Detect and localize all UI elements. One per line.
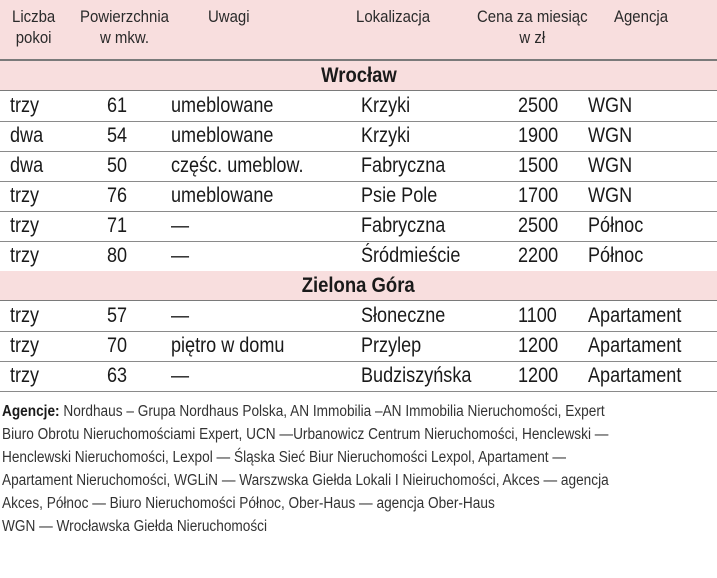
- cell-rooms: trzy: [10, 244, 40, 267]
- cell-agency: WGN: [588, 124, 633, 147]
- cell-notes: umeblowane: [171, 184, 274, 207]
- footnote-line: Nordhaus – Grupa Nordhaus Polska, AN Immobilia –AN Immobilia Nieruchomości, Expert: [63, 403, 605, 420]
- cell-location: Przylep: [361, 334, 422, 357]
- cell-area: 61: [107, 94, 128, 117]
- header-price: Cena za miesiąc w zł: [477, 7, 588, 47]
- table-row: [0, 301, 717, 332]
- cell-notes: —: [171, 214, 190, 237]
- table-row: [0, 91, 717, 122]
- cell-area: 57: [107, 304, 128, 327]
- cell-location: Fabryczna: [361, 214, 446, 237]
- cell-notes: częśc. umeblow.: [171, 154, 304, 177]
- cell-area: 71: [107, 214, 128, 237]
- cell-area: 54: [107, 124, 128, 147]
- cell-agency: WGN: [588, 154, 633, 177]
- table-row: [0, 331, 717, 362]
- cell-agency: Północ: [588, 244, 644, 267]
- table-row: [0, 181, 717, 212]
- table-row: [0, 121, 717, 152]
- cell-rooms: trzy: [10, 184, 40, 207]
- table-row: [0, 241, 717, 272]
- cell-price: 2500: [518, 214, 559, 237]
- cell-agency: WGN: [588, 94, 633, 117]
- cell-notes: umeblowane: [171, 124, 274, 147]
- table-row: [0, 151, 717, 182]
- footnote-label: Agencje:: [2, 403, 60, 420]
- cell-price: 1100: [518, 304, 557, 327]
- cell-notes: —: [171, 244, 190, 267]
- header-notes: Uwagi: [208, 7, 250, 26]
- cell-notes: umeblowane: [171, 94, 274, 117]
- footnote-line: Henclewski Nieruchomości, Lexpol — Śląska Sieć Biur Nieruchomości Lexpol, Apartament —: [2, 449, 567, 466]
- table-row: [0, 361, 717, 392]
- cell-agency: Północ: [588, 214, 644, 237]
- cell-location: Krzyki: [361, 124, 411, 147]
- footnote-line: Akces, Północ — Biuro Nieruchomości Północ, Ober-Haus — agencja Ober-Haus: [2, 495, 495, 512]
- cell-price: 1200: [518, 334, 559, 357]
- cell-rooms: dwa: [10, 154, 44, 177]
- cell-rooms: trzy: [10, 334, 40, 357]
- cell-area: 63: [107, 364, 128, 387]
- cell-location: Budziszyńska: [361, 364, 472, 387]
- table-header: [0, 0, 717, 61]
- header-area: Powierzchnia w mkw.: [80, 7, 169, 47]
- cell-area: 70: [107, 334, 128, 357]
- cell-agency: Apartament: [588, 334, 682, 357]
- cell-rooms: trzy: [10, 94, 40, 117]
- header-agency: Agencja: [614, 7, 669, 26]
- footnote-line: Apartament Nieruchomości, WGLiN — Warszwska Giełda Lokali I Nieiruchomości, Akces — agencja: [2, 472, 609, 489]
- section-title: Zielona Góra: [302, 274, 415, 297]
- cell-location: Krzyki: [361, 94, 411, 117]
- cell-price: 1700: [518, 184, 559, 207]
- cell-price: 1200: [518, 364, 559, 387]
- cell-location: Fabryczna: [361, 154, 446, 177]
- cell-rooms: trzy: [10, 364, 40, 387]
- cell-location: Słoneczne: [361, 304, 446, 327]
- section-header: [0, 271, 717, 301]
- cell-location: Śródmieście: [361, 244, 461, 267]
- cell-area: 50: [107, 154, 128, 177]
- section-title: Wrocław: [320, 64, 397, 87]
- cell-rooms: trzy: [10, 304, 40, 327]
- section-header: [0, 61, 717, 91]
- header-rooms: Liczba pokoi: [12, 7, 56, 47]
- cell-price: 2200: [518, 244, 559, 267]
- cell-notes: piętro w domu: [171, 334, 285, 357]
- agencies-footnote: [2, 400, 671, 538]
- cell-agency: WGN: [588, 184, 633, 207]
- table-row: [0, 211, 717, 242]
- cell-area: 76: [107, 184, 128, 207]
- cell-rooms: dwa: [10, 124, 44, 147]
- cell-agency: Apartament: [588, 364, 682, 387]
- cell-notes: —: [171, 364, 190, 387]
- cell-area: 80: [107, 244, 128, 267]
- header-location: Lokalizacja: [356, 7, 431, 26]
- cell-rooms: trzy: [10, 214, 40, 237]
- footnote-line: Biuro Obrotu Nieruchomościami Expert, UCN —Urbanowicz Centrum Nieruchomości, Henclewski —: [2, 426, 609, 443]
- footnote-line: WGN — Wrocławska Giełda Nieruchomości: [2, 518, 268, 535]
- cell-notes: —: [171, 304, 190, 327]
- cell-price: 2500: [518, 94, 559, 117]
- cell-price: 1900: [518, 124, 559, 147]
- cell-location: Psie Pole: [361, 184, 438, 207]
- cell-price: 1500: [518, 154, 559, 177]
- cell-agency: Apartament: [588, 304, 682, 327]
